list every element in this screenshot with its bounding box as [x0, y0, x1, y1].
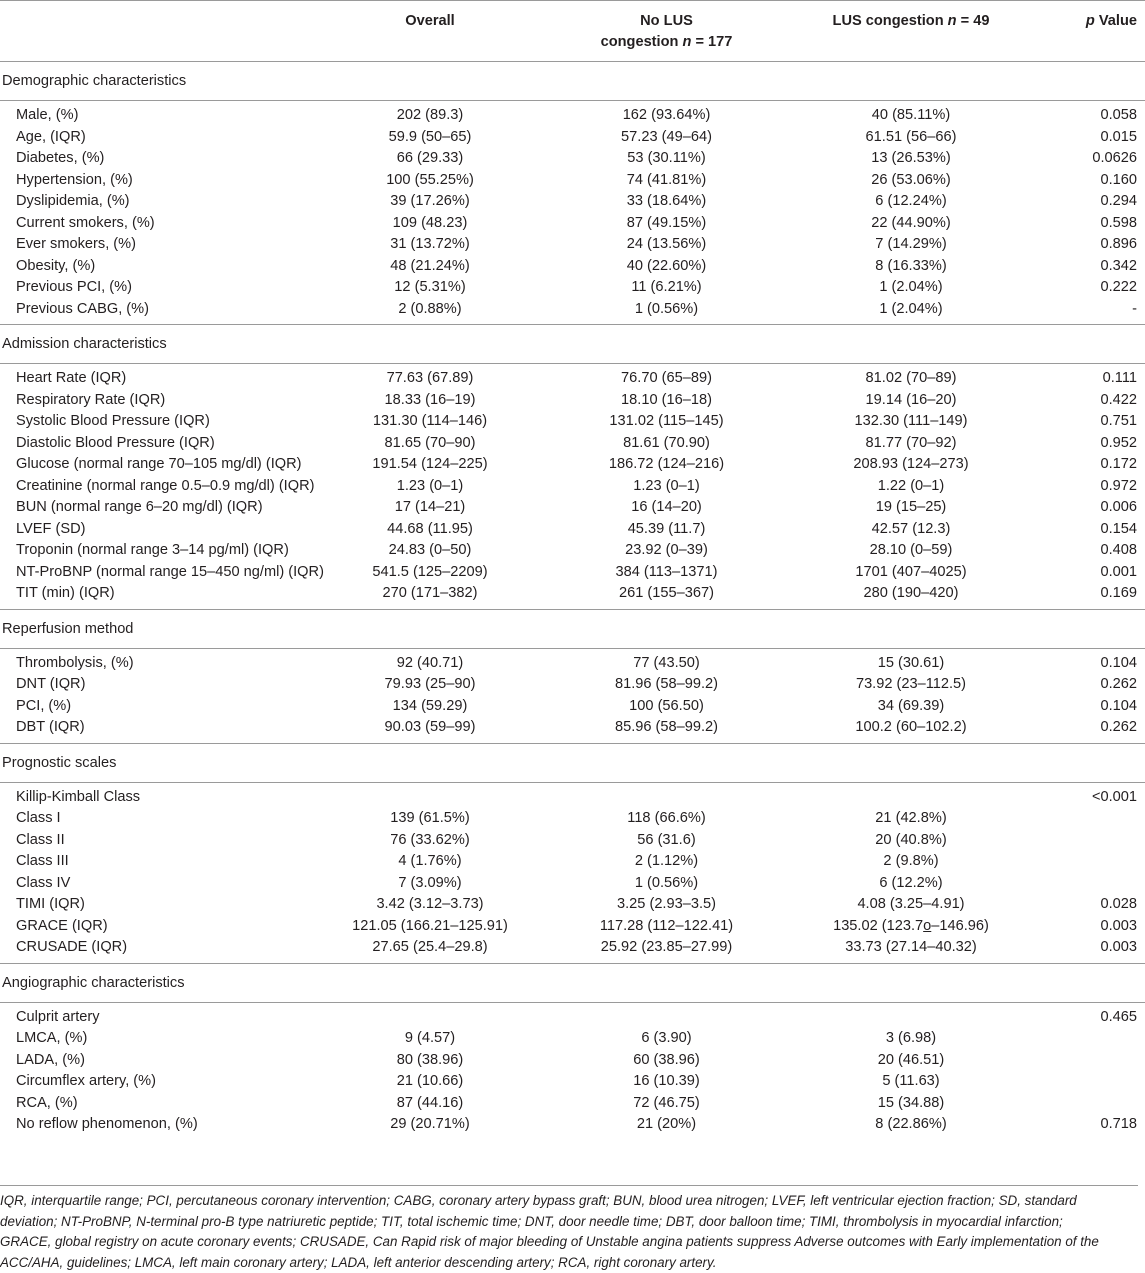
table-row	[0, 873, 1145, 895]
row-label: TIMI (IQR)	[0, 894, 315, 916]
no-lus-value: 18.10 (16–18)	[545, 390, 788, 412]
no-lus-value: 131.02 (115–145)	[545, 411, 788, 433]
p-value: 0.058	[1034, 105, 1145, 127]
p-value: 0.972	[1034, 476, 1145, 498]
p-value: 0.104	[1034, 696, 1145, 718]
table-row	[0, 127, 1145, 149]
p-value: 0.294	[1034, 191, 1145, 213]
no-lus-value: 87 (49.15%)	[545, 213, 788, 235]
section-header	[0, 743, 1145, 782]
row-label: Previous PCI, (%)	[0, 277, 315, 299]
section-header	[0, 62, 1145, 101]
p-value: 0.154	[1034, 519, 1145, 541]
overall-value: 9 (4.57)	[315, 1028, 545, 1050]
table-row	[0, 830, 1145, 852]
table-row	[0, 476, 1145, 498]
p-value	[1034, 830, 1145, 852]
p-value: 0.111	[1034, 368, 1145, 390]
table-row	[0, 653, 1145, 675]
p-value	[1034, 808, 1145, 830]
p-value: 0.952	[1034, 433, 1145, 455]
table-row	[0, 674, 1145, 696]
no-lus-value: 24 (13.56%)	[545, 234, 788, 256]
lus-value: 4.08 (3.25–4.91)	[788, 894, 1034, 916]
lus-value: 8 (22.86%)	[788, 1114, 1034, 1136]
overall-value: 48 (21.24%)	[315, 256, 545, 278]
no-lus-value	[545, 1007, 788, 1029]
lus-value: 208.93 (124–273)	[788, 454, 1034, 476]
row-label: GRACE (IQR)	[0, 916, 315, 938]
overall-value: 90.03 (59–99)	[315, 717, 545, 739]
lus-value: 135.02 (123.7o–146.96)	[788, 916, 1034, 938]
p-value	[1034, 1071, 1145, 1093]
lus-value: 19.14 (16–20)	[788, 390, 1034, 412]
lus-value: 42.57 (12.3)	[788, 519, 1034, 541]
table-row	[0, 256, 1145, 278]
p-value: 0.001	[1034, 562, 1145, 584]
overall-value: 134 (59.29)	[315, 696, 545, 718]
row-label: Respiratory Rate (IQR)	[0, 390, 315, 412]
table-row	[0, 808, 1145, 830]
no-lus-value: 186.72 (124–216)	[545, 454, 788, 476]
p-value: <0.001	[1034, 787, 1145, 809]
table-row	[0, 696, 1145, 718]
table-row	[0, 916, 1145, 938]
p-value: 0.262	[1034, 717, 1145, 739]
no-lus-value	[545, 787, 788, 809]
overall-value: 76 (33.62%)	[315, 830, 545, 852]
table-row	[0, 234, 1145, 256]
row-label: Current smokers, (%)	[0, 213, 315, 235]
p-value: 0.169	[1034, 583, 1145, 605]
no-lus-value: 2 (1.12%)	[545, 851, 788, 873]
overall-value: 21 (10.66)	[315, 1071, 545, 1093]
section-title: Angiographic characteristics	[0, 963, 1145, 1002]
no-lus-value: 77 (43.50)	[545, 653, 788, 675]
row-label: Circumflex artery, (%)	[0, 1071, 315, 1093]
overall-value: 39 (17.26%)	[315, 191, 545, 213]
no-lus-value: 16 (10.39)	[545, 1071, 788, 1093]
row-label: LVEF (SD)	[0, 519, 315, 541]
table-footnote	[0, 1185, 1138, 1273]
table-row	[0, 105, 1145, 127]
header-no-lus-congestion: No LUS congestion n = 177	[545, 1, 788, 62]
overall-value: 541.5 (125–2209)	[315, 562, 545, 584]
overall-value: 2 (0.88%)	[315, 299, 545, 321]
p-value: 0.006	[1034, 497, 1145, 519]
table-row	[0, 411, 1145, 433]
no-lus-value: 81.96 (58–99.2)	[545, 674, 788, 696]
overall-value: 18.33 (16–19)	[315, 390, 545, 412]
row-label: TIT (min) (IQR)	[0, 583, 315, 605]
row-label: No reflow phenomenon, (%)	[0, 1114, 315, 1136]
p-value: 0.104	[1034, 653, 1145, 675]
table-row	[0, 583, 1145, 605]
p-value	[1034, 851, 1145, 873]
overall-value: 79.93 (25–90)	[315, 674, 545, 696]
row-label: Obesity, (%)	[0, 256, 315, 278]
lus-value: 81.77 (70–92)	[788, 433, 1034, 455]
table-row	[0, 540, 1145, 562]
row-label: Diabetes, (%)	[0, 148, 315, 170]
table-row	[0, 299, 1145, 321]
lus-value: 28.10 (0–59)	[788, 540, 1034, 562]
overall-value: 80 (38.96)	[315, 1050, 545, 1072]
overall-value	[315, 1007, 545, 1029]
p-value	[1034, 1093, 1145, 1115]
overall-value: 81.65 (70–90)	[315, 433, 545, 455]
no-lus-value: 118 (66.6%)	[545, 808, 788, 830]
lus-value: 20 (40.8%)	[788, 830, 1034, 852]
lus-value: 1 (2.04%)	[788, 277, 1034, 299]
overall-value: 7 (3.09%)	[315, 873, 545, 895]
table-row	[0, 519, 1145, 541]
lus-value: 81.02 (70–89)	[788, 368, 1034, 390]
lus-value: 19 (15–25)	[788, 497, 1034, 519]
no-lus-value: 45.39 (11.7)	[545, 519, 788, 541]
overall-value: 66 (29.33)	[315, 148, 545, 170]
p-value	[1034, 873, 1145, 895]
overall-value: 121.05 (166.21–125.91)	[315, 916, 545, 938]
no-lus-value: 1 (0.56%)	[545, 873, 788, 895]
table-row	[0, 454, 1145, 476]
table-row	[0, 390, 1145, 412]
lus-value: 21 (42.8%)	[788, 808, 1034, 830]
overall-value: 29 (20.71%)	[315, 1114, 545, 1136]
no-lus-value: 57.23 (49–64)	[545, 127, 788, 149]
table-row	[0, 1050, 1145, 1072]
overall-value: 24.83 (0–50)	[315, 540, 545, 562]
p-value	[1034, 1028, 1145, 1050]
lus-value: 280 (190–420)	[788, 583, 1034, 605]
row-label: BUN (normal range 6–20 mg/dl) (IQR)	[0, 497, 315, 519]
lus-value: 26 (53.06%)	[788, 170, 1034, 192]
row-label: DNT (IQR)	[0, 674, 315, 696]
row-label: Previous CABG, (%)	[0, 299, 315, 321]
row-label: Thrombolysis, (%)	[0, 653, 315, 675]
lus-value	[788, 787, 1034, 809]
overall-value: 44.68 (11.95)	[315, 519, 545, 541]
no-lus-value: 72 (46.75)	[545, 1093, 788, 1115]
row-label: Dyslipidemia, (%)	[0, 191, 315, 213]
row-label: Male, (%)	[0, 105, 315, 127]
p-value: 0.0626	[1034, 148, 1145, 170]
p-value: 0.718	[1034, 1114, 1145, 1136]
no-lus-value: 3.25 (2.93–3.5)	[545, 894, 788, 916]
header-blank	[0, 1, 315, 62]
footnote-line: ACC/AHA, guidelines; LMCA, left main coronary artery; LADA, left anterior descending artery; RCA, right coronary artery.	[0, 1253, 1138, 1273]
section-header	[0, 609, 1145, 648]
no-lus-value: 162 (93.64%)	[545, 105, 788, 127]
row-label: Class III	[0, 851, 315, 873]
section-header	[0, 963, 1145, 1002]
table-row	[0, 894, 1145, 916]
lus-value: 8 (16.33%)	[788, 256, 1034, 278]
p-value: 0.015	[1034, 127, 1145, 149]
p-value: 0.422	[1034, 390, 1145, 412]
overall-value: 31 (13.72%)	[315, 234, 545, 256]
row-label: PCI, (%)	[0, 696, 315, 718]
no-lus-value: 23.92 (0–39)	[545, 540, 788, 562]
lus-value: 15 (30.61)	[788, 653, 1034, 675]
row-label: Troponin (normal range 3–14 pg/ml) (IQR)	[0, 540, 315, 562]
overall-value: 131.30 (114–146)	[315, 411, 545, 433]
overall-value: 100 (55.25%)	[315, 170, 545, 192]
lus-value: 1 (2.04%)	[788, 299, 1034, 321]
lus-value: 22 (44.90%)	[788, 213, 1034, 235]
lus-value: 132.30 (111–149)	[788, 411, 1034, 433]
table-row	[0, 148, 1145, 170]
no-lus-value: 53 (30.11%)	[545, 148, 788, 170]
no-lus-value: 60 (38.96)	[545, 1050, 788, 1072]
row-label: Killip-Kimball Class	[0, 787, 315, 809]
no-lus-value: 261 (155–367)	[545, 583, 788, 605]
table-row	[0, 1114, 1145, 1136]
no-lus-value: 1.23 (0–1)	[545, 476, 788, 498]
row-label: Culprit artery	[0, 1007, 315, 1029]
row-label: Diastolic Blood Pressure (IQR)	[0, 433, 315, 455]
overall-value: 77.63 (67.89)	[315, 368, 545, 390]
overall-value: 270 (171–382)	[315, 583, 545, 605]
row-label: DBT (IQR)	[0, 717, 315, 739]
table-row	[0, 787, 1145, 809]
lus-value: 15 (34.88)	[788, 1093, 1034, 1115]
table-row	[0, 1007, 1145, 1029]
overall-value: 191.54 (124–225)	[315, 454, 545, 476]
lus-value	[788, 1007, 1034, 1029]
lus-value: 6 (12.2%)	[788, 873, 1034, 895]
p-value: 0.172	[1034, 454, 1145, 476]
no-lus-value: 76.70 (65–89)	[545, 368, 788, 390]
no-lus-value: 21 (20%)	[545, 1114, 788, 1136]
no-lus-value: 74 (41.81%)	[545, 170, 788, 192]
table-row	[0, 851, 1145, 873]
overall-value: 92 (40.71)	[315, 653, 545, 675]
table-header	[0, 1, 1145, 62]
table-row	[0, 1028, 1145, 1050]
footnote-line: deviation; NT-ProBNP, N-terminal pro-B type natriuretic peptide; TIT, total ischemic time; DNT, door needle time; DBT, door balloon time; TIMI, thrombolysis in myocardial infarction;	[0, 1212, 1138, 1233]
lus-value: 61.51 (56–66)	[788, 127, 1034, 149]
table-row	[0, 277, 1145, 299]
table-row	[0, 937, 1145, 959]
lus-value: 40 (85.11%)	[788, 105, 1034, 127]
overall-value: 27.65 (25.4–29.8)	[315, 937, 545, 959]
lus-value: 20 (46.51)	[788, 1050, 1034, 1072]
overall-value: 87 (44.16)	[315, 1093, 545, 1115]
row-label: Ever smokers, (%)	[0, 234, 315, 256]
lus-value: 6 (12.24%)	[788, 191, 1034, 213]
table-body	[0, 62, 1145, 1140]
no-lus-value: 40 (22.60%)	[545, 256, 788, 278]
footnote-line: GRACE, global registry on acute coronary events; CRUSADE, Can Rapid risk of major bleeding of Unstable angina patients suppress Adverse outcomes with Early implementation of the	[0, 1232, 1138, 1253]
row-label: Class II	[0, 830, 315, 852]
table-row	[0, 497, 1145, 519]
section-title: Admission characteristics	[0, 325, 1145, 364]
no-lus-value: 25.92 (23.85–27.99)	[545, 937, 788, 959]
table-row	[0, 717, 1145, 739]
lus-value: 13 (26.53%)	[788, 148, 1034, 170]
table-row	[0, 213, 1145, 235]
p-value	[1034, 1050, 1145, 1072]
lus-value: 34 (69.39)	[788, 696, 1034, 718]
no-lus-value: 100 (56.50)	[545, 696, 788, 718]
p-value: -	[1034, 299, 1145, 321]
overall-value: 139 (61.5%)	[315, 808, 545, 830]
p-value: 0.408	[1034, 540, 1145, 562]
p-value: 0.598	[1034, 213, 1145, 235]
row-label: RCA, (%)	[0, 1093, 315, 1115]
overall-value: 59.9 (50–65)	[315, 127, 545, 149]
p-value: 0.342	[1034, 256, 1145, 278]
section-title: Prognostic scales	[0, 743, 1145, 782]
table-row	[0, 191, 1145, 213]
header-p-value: p Value	[1034, 1, 1145, 62]
p-value: 0.896	[1034, 234, 1145, 256]
table-row	[0, 368, 1145, 390]
row-label: Hypertension, (%)	[0, 170, 315, 192]
p-value: 0.160	[1034, 170, 1145, 192]
row-label: Class I	[0, 808, 315, 830]
p-value: 0.028	[1034, 894, 1145, 916]
lus-value: 7 (14.29%)	[788, 234, 1034, 256]
no-lus-value: 1 (0.56%)	[545, 299, 788, 321]
row-label: LMCA, (%)	[0, 1028, 315, 1050]
p-value: 0.003	[1034, 937, 1145, 959]
no-lus-value: 81.61 (70.90)	[545, 433, 788, 455]
p-value: 0.003	[1034, 916, 1145, 938]
table-row	[0, 562, 1145, 584]
row-label: Class IV	[0, 873, 315, 895]
section-title: Demographic characteristics	[0, 62, 1145, 101]
no-lus-value: 56 (31.6)	[545, 830, 788, 852]
no-lus-value: 85.96 (58–99.2)	[545, 717, 788, 739]
p-value: 0.222	[1034, 277, 1145, 299]
row-label: LADA, (%)	[0, 1050, 315, 1072]
lus-value: 100.2 (60–102.2)	[788, 717, 1034, 739]
footnote-line: IQR, interquartile range; PCI, percutaneous coronary intervention; CABG, coronary artery bypass graft; BUN, blood urea nitrogen; LVEF, left ventricular ejection fraction; SD, standard	[0, 1191, 1138, 1212]
lus-value: 1.22 (0–1)	[788, 476, 1034, 498]
overall-value: 3.42 (3.12–3.73)	[315, 894, 545, 916]
no-lus-value: 33 (18.64%)	[545, 191, 788, 213]
header-overall: Overall	[315, 1, 545, 62]
overall-value: 1.23 (0–1)	[315, 476, 545, 498]
row-label: Systolic Blood Pressure (IQR)	[0, 411, 315, 433]
header-no-lus-line2: congestion n = 177	[601, 34, 733, 50]
overall-value	[315, 787, 545, 809]
overall-value: 4 (1.76%)	[315, 851, 545, 873]
lus-value: 3 (6.98)	[788, 1028, 1034, 1050]
no-lus-value: 6 (3.90)	[545, 1028, 788, 1050]
table-row	[0, 433, 1145, 455]
no-lus-value: 117.28 (112–122.41)	[545, 916, 788, 938]
section-header	[0, 325, 1145, 364]
row-label: CRUSADE (IQR)	[0, 937, 315, 959]
row-label: Heart Rate (IQR)	[0, 368, 315, 390]
table-row	[0, 1071, 1145, 1093]
table-row	[0, 170, 1145, 192]
row-label: NT-ProBNP (normal range 15–450 ng/ml) (IQR)	[0, 562, 315, 584]
p-value: 0.751	[1034, 411, 1145, 433]
lus-value: 1701 (407–4025)	[788, 562, 1034, 584]
overall-value: 12 (5.31%)	[315, 277, 545, 299]
row-label: Glucose (normal range 70–105 mg/dl) (IQR)	[0, 454, 315, 476]
lus-value: 5 (11.63)	[788, 1071, 1034, 1093]
row-label: Age, (IQR)	[0, 127, 315, 149]
no-lus-value: 384 (113–1371)	[545, 562, 788, 584]
no-lus-value: 11 (6.21%)	[545, 277, 788, 299]
p-value: 0.262	[1034, 674, 1145, 696]
overall-value: 202 (89.3)	[315, 105, 545, 127]
table-row	[0, 1093, 1145, 1115]
header-lus-congestion: LUS congestion n = 49	[788, 1, 1034, 62]
section-spacer	[0, 1136, 1145, 1140]
row-label: Creatinine (normal range 0.5–0.9 mg/dl) (IQR)	[0, 476, 315, 498]
lus-value: 33.73 (27.14–40.32)	[788, 937, 1034, 959]
overall-value: 109 (48.23)	[315, 213, 545, 235]
section-title: Reperfusion method	[0, 609, 1145, 648]
p-value: 0.465	[1034, 1007, 1145, 1029]
lus-value: 2 (9.8%)	[788, 851, 1034, 873]
lus-value: 73.92 (23–112.5)	[788, 674, 1034, 696]
no-lus-value: 16 (14–20)	[545, 497, 788, 519]
overall-value: 17 (14–21)	[315, 497, 545, 519]
